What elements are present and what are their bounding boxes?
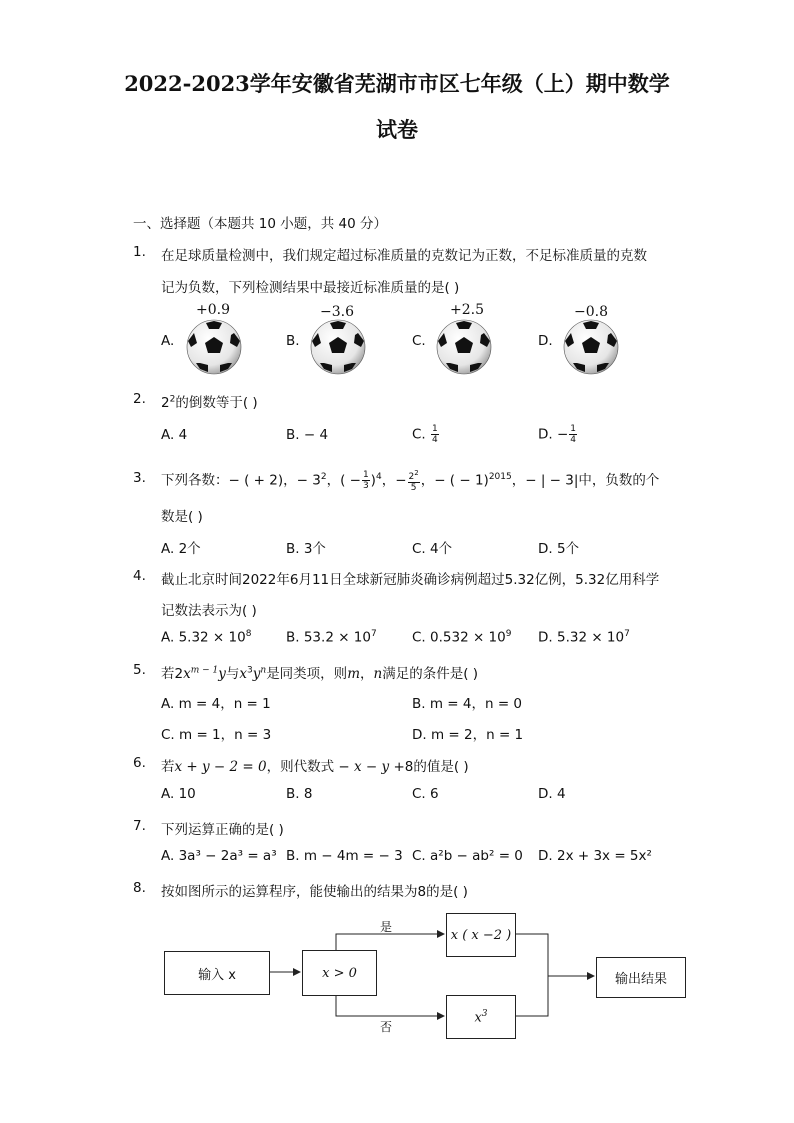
- q4-option-b[interactable]: B. $53.2 \times 10^7$: [286, 629, 377, 646]
- q2-option-d-sign: −: [556, 426, 569, 443]
- q1-option-a-letter[interactable]: A.: [161, 333, 175, 349]
- q7-option-a[interactable]: A. 3a³ − 2a³ = a³: [161, 848, 277, 864]
- q5-number: 5.: [133, 662, 146, 678]
- q2-option-d-letter: D.: [538, 426, 553, 443]
- fraction: $\frac{1}{4}$: [432, 424, 438, 445]
- q1-option-d-letter[interactable]: D.: [538, 333, 553, 349]
- flow-condition-label: x > 0: [322, 965, 357, 981]
- page-title: 2022-2023学年安徽省芜湖市市区七年级（上）期中数学: [124, 71, 670, 96]
- flow-input-label: 输入 x: [198, 967, 236, 983]
- separator: ，: [511, 472, 526, 489]
- q8-number: 8.: [133, 880, 146, 896]
- flow-output-label: 输出结果: [614, 972, 667, 987]
- q5-option-b[interactable]: B. m = 4，n = 0: [412, 696, 523, 712]
- flow-yes-operation-box: [446, 913, 516, 957]
- q4-text-line2: 记数法表示为( ): [161, 603, 257, 619]
- q8-text: 按如图所示的运算程序，能使输出的结果为8的是( ): [161, 884, 468, 900]
- q2-option-a[interactable]: A. 4: [161, 427, 188, 443]
- merge-line: [515, 934, 548, 1016]
- q2-number: 2.: [133, 391, 146, 407]
- fraction: $\frac{1}{4}$: [570, 424, 577, 445]
- q3-text-line2: 数是( ): [161, 509, 203, 525]
- q1-option-b-letter[interactable]: B.: [286, 333, 300, 349]
- q5-option-d[interactable]: D. m = 2，n = 1: [412, 727, 524, 743]
- q6-option-b[interactable]: B. 8: [286, 786, 313, 802]
- q2-stem: 的倒数等于( ): [175, 395, 258, 411]
- q6-number: 6.: [133, 755, 146, 771]
- q1-option-b-value: −3.6: [320, 304, 354, 320]
- q5-text: 若$2x^{m - 1}y$与$x^3y^n$是同类项，则m，n满足的条件是( ): [161, 665, 479, 682]
- q3-expr-5-exp: 2015: [488, 472, 512, 482]
- q3-lead: 下列各数：: [161, 472, 229, 489]
- q3-expr-3-close: ): [370, 472, 376, 489]
- q2-option-b[interactable]: B. − 4: [286, 427, 329, 443]
- q4-text-line1: 截止北京时间2022年6月11日全球新冠肺炎确诊病例超过5.32亿例，5.32亿用科学: [161, 572, 660, 588]
- flow-yes-label: 是: [380, 920, 393, 934]
- flow-yes-operation-label: x ( x −2 ): [450, 927, 512, 943]
- fraction: $\frac{1}{3}$: [362, 470, 369, 491]
- arrow-yes-branch: [336, 934, 444, 950]
- fraction: $\frac{2^2}{5}$: [408, 469, 419, 493]
- separator: ，: [326, 472, 341, 489]
- q1-option-c-value: +2.5: [450, 302, 484, 318]
- q6-text: 若x + y − 2 = 0，则代数式 − x − y +8的值是( ): [161, 759, 469, 775]
- q1-text-line1: 在足球质量检测中，我们规定超过标准质量的克数记为正数，不足标准质量的克数: [161, 248, 647, 264]
- separator: ，: [381, 472, 396, 489]
- q7-number: 7.: [133, 818, 146, 834]
- q3-expr-4-sign: −: [395, 472, 407, 489]
- q3-expr-5: − ( − 1): [434, 472, 489, 489]
- flow-output-box: [596, 957, 686, 998]
- q3-expr-2-exp: 2: [320, 472, 327, 482]
- q6-option-c[interactable]: C. 6: [412, 786, 439, 802]
- q7-option-c[interactable]: C. a²b − ab² = 0: [412, 848, 523, 864]
- q7-text: 下列运算正确的是( ): [161, 822, 284, 838]
- q2-base: 2: [161, 395, 170, 411]
- q3-expr-2: − 3: [296, 472, 321, 489]
- q2-exponent: 2: [169, 394, 176, 405]
- q3-option-d[interactable]: D. 5个: [538, 541, 580, 557]
- q1-option-d-value: −0.8: [574, 304, 608, 320]
- q3-expr-1: − ( + 2)，: [228, 472, 297, 489]
- q3-expr-3-open: ( −: [340, 472, 361, 489]
- q1-text-line2: 记为负数，下列检测结果中最接近标准质量的是( ): [161, 280, 460, 296]
- separator: ，: [420, 472, 435, 489]
- q7-option-d[interactable]: D. 2x + 3x = 5x²: [538, 848, 652, 864]
- q3-tail: 中，负数的个: [578, 472, 660, 489]
- q4-option-c[interactable]: C. $0.532 \times 10^9$: [412, 629, 512, 646]
- section-heading: 一、选择题（本题共 10 小题，共 40 分）: [133, 216, 388, 232]
- q7-option-b[interactable]: B. m − 4m = − 3: [286, 848, 403, 864]
- q6-option-a[interactable]: A. 10: [161, 786, 196, 802]
- q3-option-b[interactable]: B. 3个: [286, 541, 326, 557]
- q5-option-c[interactable]: C. m = 1，n = 3: [161, 727, 272, 743]
- q3-option-c[interactable]: C. 4个: [412, 541, 453, 557]
- flow-input-box: [164, 951, 270, 995]
- q1-option-c-letter[interactable]: C.: [412, 333, 426, 349]
- arrow-no-branch: [336, 994, 444, 1016]
- flow-no-operation-label: $x^3$: [474, 1008, 488, 1026]
- flow-condition-box: [302, 950, 377, 996]
- q3-option-a[interactable]: A. 2个: [161, 541, 201, 557]
- page-title-line2: 试卷: [376, 117, 418, 142]
- q6-option-d[interactable]: D. 4: [538, 786, 566, 802]
- q3-expr-3-exp: 4: [375, 472, 382, 482]
- q2-option-c-letter: C.: [412, 426, 426, 443]
- q1-option-a-value: +0.9: [196, 302, 230, 318]
- q4-option-d[interactable]: D. $5.32 \times 10^7$: [538, 629, 630, 646]
- flow-no-operation-box: [446, 995, 516, 1039]
- q1-number: 1.: [133, 244, 146, 260]
- q4-option-a[interactable]: A. $5.32 \times 10^8$: [161, 629, 252, 646]
- flow-no-label: 否: [380, 1020, 393, 1034]
- q5-option-a[interactable]: A. m = 4，n = 1: [161, 696, 271, 712]
- q4-number: 4.: [133, 568, 146, 584]
- q3-number: 3.: [133, 470, 146, 486]
- q3-expr-6: − | − 3|: [525, 472, 579, 489]
